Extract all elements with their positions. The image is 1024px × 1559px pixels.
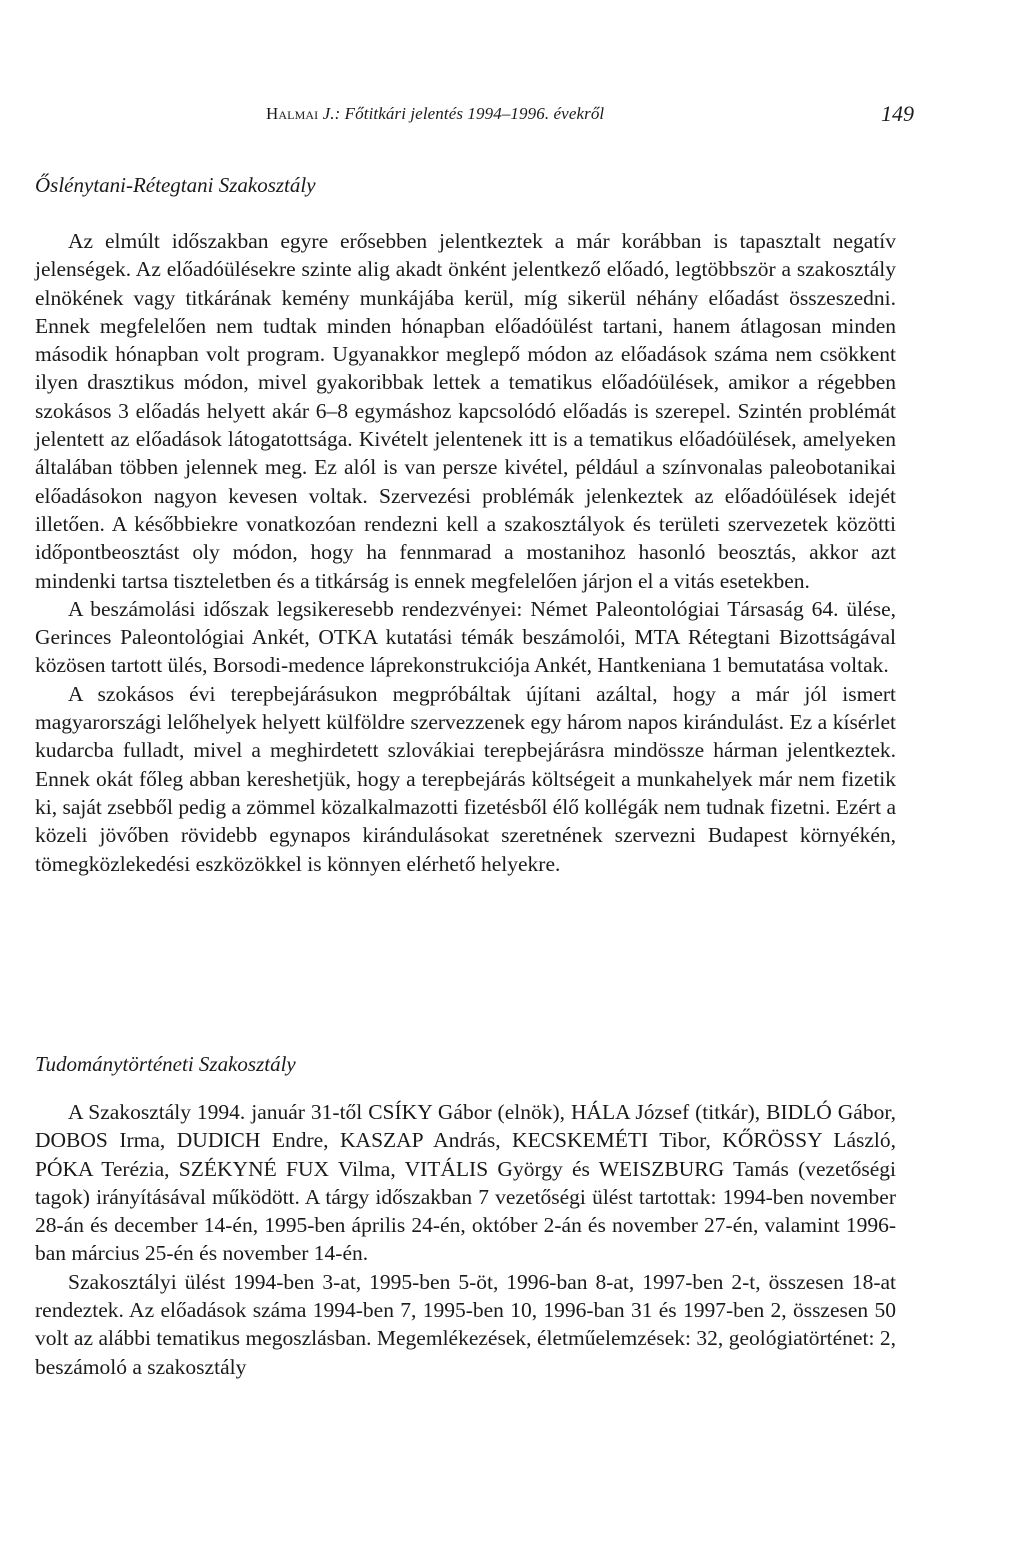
paragraph: Szakosztályi ülést 1994-ben 3-at, 1995-ben 5-öt, 1996-ban 8-at, 1997-ben 2-t, összesen 18-at rendeztek. Az előadások száma 1994-ben 7, 1995-ben 10, 1996-ban 31 és 1997-ben 2, összesen 50 volt az alábbi tematikus megoszlásban. Megemlékezések, életműelemzések: 32, geológiatörténet: 2, beszámoló a szakosztály — [35, 1269, 896, 1379]
running-head-title: J.: Főtitkári jelentés 1994–1996. évekről — [318, 104, 605, 123]
paragraph: A Szakosztály 1994. január 31-től CSÍKY Gábor (elnök), HÁLA József (titkár), BIDLÓ Gábor, DOBOS Irma, DUDICH Endre, KASZAP András, KECSKEMÉTI Tibor, KŐRÖSSY László, PÓKA Terézia, SZÉKYNÉ FUX Vilma, VITÁLIS György és WEISZBURG Tamás (vezetőségi tagok) irányításával működött. A tárgy időszakban 7 vezetőségi ülést tartottak: 1994-ben november 28-án és december 14-én, 1995-ben április 24-én, október 2-án és november 27-én, valamint 1996-ban március 25-én és november 14-én. — [35, 1100, 896, 1266]
running-head — [266, 104, 604, 124]
section-heading-oslenytani: Őslénytani-Rétegtani Szakosztály — [35, 173, 316, 197]
paragraph: Az elmúlt időszakban egyre erősebben jelentkeztek a már korábban is tapasztalt negatív jelenségek. Az előadóülésekre szinte alig akadt önként jelentkező előadó, legtöbbször a szakosztály elnökének vagy titkárának kemény munkájába kerül, míg sikerül néhány előadást összeszedni. Ennek megfelelően nem tudtak minden hónapban előadóülést tartani, hanem átlagosan minden második hónapban volt program. Ugyanakkor meglepő módon az előadások száma nem csökkent ilyen drasztikus módon, mivel gyakoribbak lettek a tematikus előadóülések, amikor a régebben szokásos 3 előadás helyett akár 6–8 egymáshoz kapcsolódó előadás is szerepel. Szintén problémát jelentett az előadások látogatottsága. Kivételt jelentenek itt is a tematikus előadóülések, amelyeken általában többen jelennek meg. Ez alól is van persze kivétel, például a színvonalas paleobotanikai előadásokon nagyon kevesen voltak. Szervezési problémák jelenkeztek az előadóülések idejét illetően. A későbbiekre vonatkozóan rendezni kell a szakosztályok és területi szervezetek közötti időpontbeosztást oly módon, hogy ha fennmarad a mostanihoz hasonló beosztás, akkor azt mindenki tartsa tiszteletben és a titkárság is ennek megfelelően járjon el a vitás esetekben. — [35, 229, 896, 593]
section-heading-tudomanytorteneti: Tudománytörténeti Szakosztály — [35, 1052, 296, 1076]
section-body-oslenytani — [35, 227, 896, 878]
running-head-author: Halmai — [266, 104, 319, 123]
paragraph: A szokásos évi terepbejárásukon megpróbáltak újítani azáltal, hogy a már jól ismert magyarországi lelőhelyek helyett külföldre szervezzenek egy három napos kirándulást. Ez a kísérlet kudarcba fulladt, mivel a meghirdetett szlovákiai terepbejárásra mindössze hárman jelentkeztek. Ennek okát főleg abban kereshetjük, hogy a terepbejárás költségeit a munkahelyek már nem fizetik ki, saját zsebből pedig a zömmel közalkalmazotti fizetésből élő kollégák nem tudnak fizetni. Ezért a közeli jövőben rövidebb egynapos kirándulásokat szeretnének szervezni Budapest környékén, tömegközlekedési eszközökkel is könnyen elérhető helyekre. — [35, 681, 896, 876]
page-number: 149 — [881, 101, 914, 126]
paragraph: A beszámolási időszak legsikeresebb rendezvényei: Német Paleontológiai Társaság 64. ülése, Gerinces Paleontológiai Ankét, OTKA kutatási témák beszámolói, MTA Rétegtani Bizottságával közösen tartott ülés, Borsodi-medence láprekonstrukciója Ankét, Hantkeniana 1 bemutatása voltak. — [35, 596, 896, 678]
section-body-tudomanytorteneti — [35, 1098, 896, 1381]
